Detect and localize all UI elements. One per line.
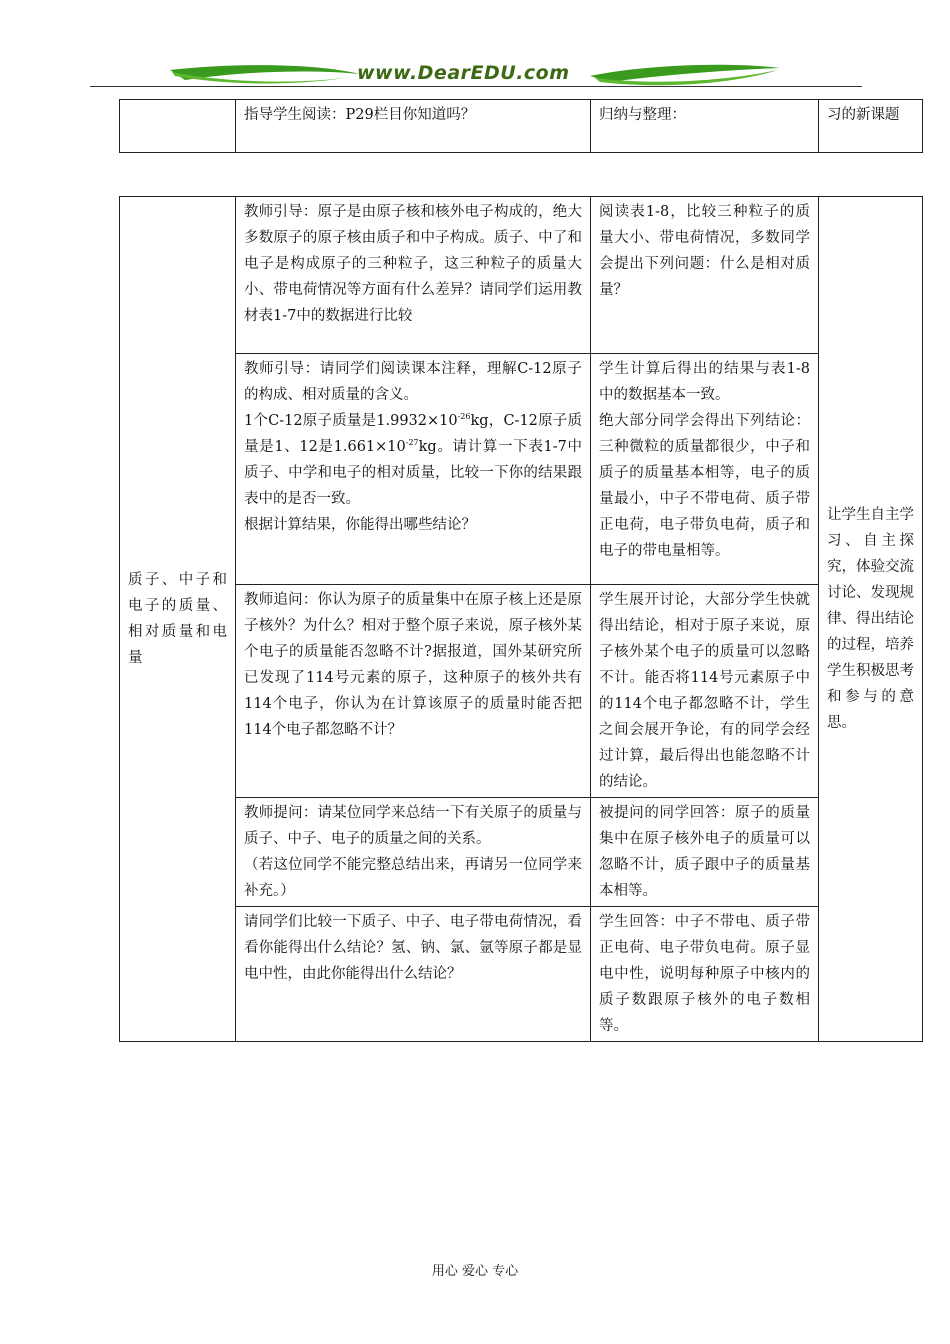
table-row [120,100,923,153]
exponent: -26 [457,412,471,422]
lesson-table-top [119,99,923,153]
lesson-table-main [119,196,923,1042]
teacher-cell: 请同学们比较一下质子、中子、电子带电荷情况，看看你能得出什么结论？氢、钠、氯、氩等原子都是显电中性，由此你能得出什么结论？ [236,907,591,1042]
student-cell: 学生回答：中子不带电、质子带正电荷、电子带负电荷。原子显电中性，说明每种原子中核内的质子数跟原子核外的电子数相等。 [591,907,819,1042]
teacher-text-c: 根据计算结果，你能得出哪些结论？ [244,517,476,533]
teacher-text-b3: kg。请计算一下表1-7中质子、中学和电子的相对质量，比较一下你的结果跟表中的是否一致。 [244,439,582,507]
footer-motto: 用心 爱心 专心 [431,1264,519,1279]
student-cell: 学生计算后得出的结果与表1-8中的数据基本一致。 绝大部分同学会得出下列结论：三种微粒的质量都很少，中子和质子的质量基本相等，电子的质量最小，中子不带电荷、质子带正电荷，电子带负电荷，质子和电子的带电量相等。 [591,354,819,585]
topic-cell [120,100,236,153]
teacher-text-b1: 1个C-12原子质量是1.9932×10 [244,413,458,429]
teacher-text-b2: kg，C-12原子质量是1、12是1.661×10 [244,413,582,455]
teacher-cell: 教师引导：原子是由原子核和核外电子构成的，绝大多数原子的原子核由质子和中子构成。质子、中了和电子是构成原子的三种粒子，这三种粒子的质量大小、带电荷情况等方面有什么差异？请同学们运用教材表1-7中的数据进行比较 [236,197,591,354]
table-row [120,585,923,798]
intent-cell: 让学生自主学习、自主探究，体验交流讨论、发现规律、得出结论的过程，培养学生积极思考和参与的意思。 [819,197,923,1042]
table-row [120,907,923,1042]
teacher-cell: 教师提问：请某位同学来总结一下有关原子的质量与质子、中子、电子的质量之间的关系。 （若这位同学不能完整总结出来，再请另一位同学来补充。） [236,798,591,907]
teacher-cell: 指导学生阅读：P29栏目你知道吗？ [236,100,591,153]
teacher-cell [236,354,591,585]
topic-cell: 质子、中子和电子的质量、相对质量和电量 [120,197,236,1042]
student-cell: 被提问的同学回答：原子的质量集中在原子核外电子的质量可以忽略不计，质子跟中子的质量基本相等。 [591,798,819,907]
header-rule [90,86,862,87]
site-url: www.DearEDU.com [357,62,570,84]
teacher-text-a: 教师引导：请同学们阅读课本注释，理解C-12原子的构成、相对质量的含义。 [244,361,582,403]
student-cell: 学生展开讨论，大部分学生快就得出结论，相对于原子来说，原子核外某个电子的质量可以忽略不计。能否将114号元素原子中的114个电子都忽略不计，学生之间会展开争论，有的同学会经过计算，最后得出也能忽略不计的结论。 [591,585,819,798]
table-row [120,197,923,354]
student-cell: 归纳与整理： [591,100,819,153]
intent-cell: 习的新课题 [819,100,923,153]
table-row [120,354,923,585]
student-cell: 阅读表1-8，比较三种粒子的质量大小、带电荷情况，多数同学会提出下列问题：什么是相对质量？ [591,197,819,354]
exponent: -27 [405,438,419,448]
table-row [120,798,923,907]
teacher-cell: 教师追问：你认为原子的质量集中在原子核上还是原子核外？为什么？相对于整个原子来说，原子核外某个电子的质量能否忽略不计?据报道，国外某研究所已发现了114号元素的原子，这种原子的核外共有114个电子，你认为在计算该原子的质量时能否把114个电子都忽略不计？ [236,585,591,798]
